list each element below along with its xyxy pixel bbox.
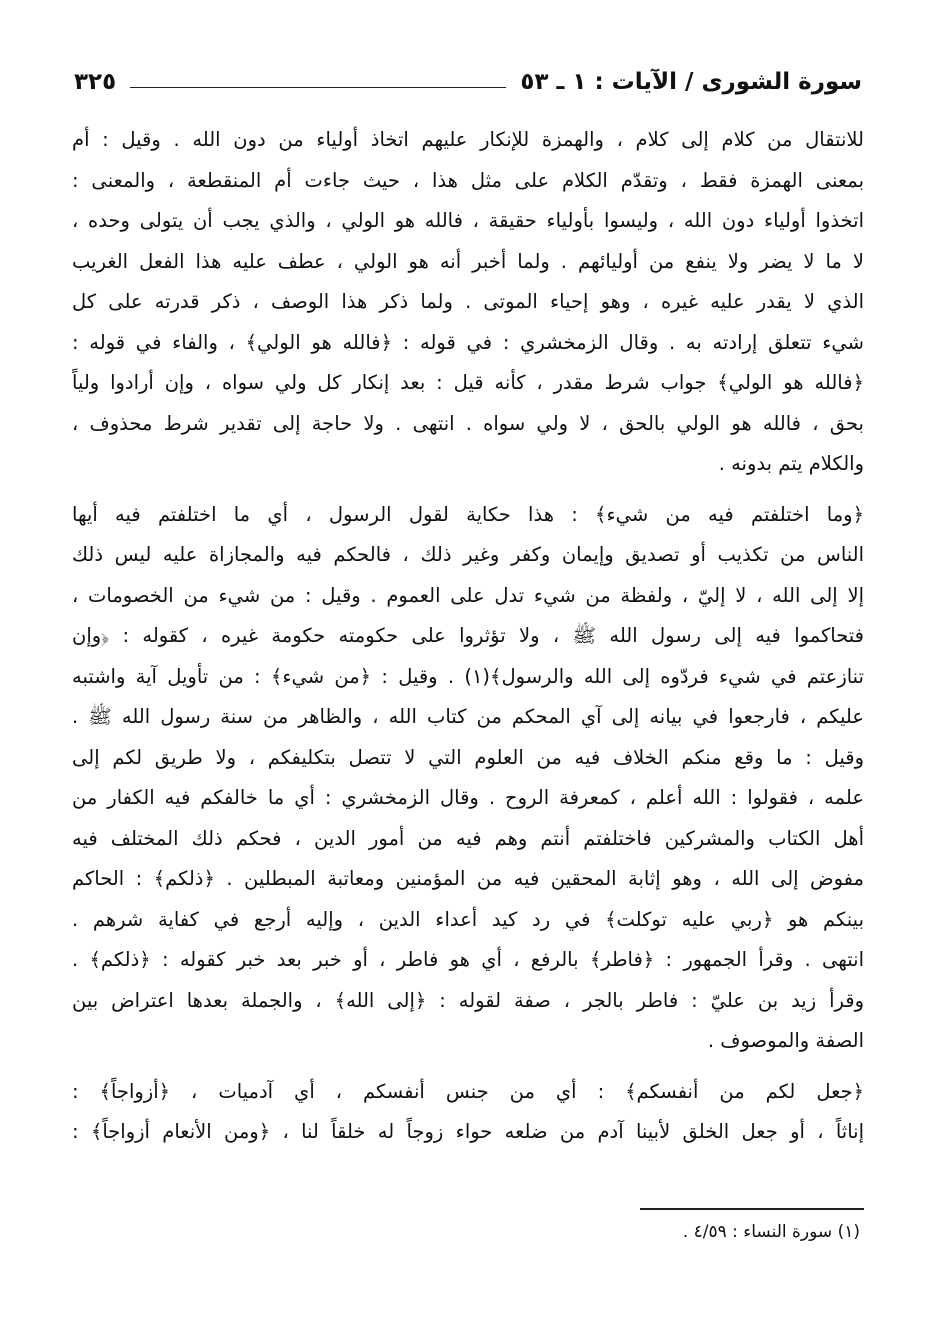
text-line: مفوض إلى الله ، وهو إثابة المحقين فيه من المؤمنين ومعاتبة المبطلين . ﴿ذلكم﴾ : الحاكم	[72, 867, 864, 890]
footnote: (١) سورة النساء : ٤/٥٩ .	[682, 1222, 860, 1242]
text-line: علمه ، فقولوا : الله أعلم ، كمعرفة الروح . وقال الزمخشري : أي ما خالفكم فيه الكفار من	[72, 786, 864, 809]
text-line: بحق ، فالله هو الولي بالحق ، لا ولي سواه . انتهى . ولا حاجة إلى تقدير شرط محذوف ،	[72, 411, 864, 435]
text-line: ﴿فالله هو الولي﴾ جواب شرط مقدر ، كأنه قيل : بعد إنكار كل ولي سواه ، وإن أرادوا ولياً	[72, 371, 864, 394]
paragraph-1	[72, 120, 864, 485]
header-rule	[130, 87, 506, 88]
text-line: انتهى . وقرأ الجمهور : ﴿فاطر﴾ بالرفع ، أي هو فاطر ، أو خبر بعد خبر كقوله : ﴿ذلكم﴾ .	[72, 948, 864, 971]
text-line: وقيل : ما وقع منكم الخلاف فيه من العلوم التي لا تتصل بتكليفكم ، ولا طريق لكم إلى	[72, 745, 864, 769]
text-line: شيء تتعلق إرادته به . وقال الزمخشري : في قوله : ﴿فالله هو الولي﴾ ، والفاء في قوله :	[72, 330, 864, 354]
text-line: إلا إلى الله ، لا إليّ ، ولفظة من شيء تدل على العموم . وقيل : من شيء من الخصومات ،	[72, 583, 864, 607]
page-number: ٣٢٥	[74, 69, 117, 95]
text-line: بمعنى الهمزة فقط ، وتقدّم الكلام على مثل هذا ، حيث جاءت أم المنقطعة ، والمعنى :	[72, 168, 864, 192]
text-line: عليكم ، فارجعوا في بيانه إلى آي المحكم من كتاب الله ، والظاهر من سنة رسول الله ﷺ .	[72, 705, 864, 728]
footnote-rule	[640, 1208, 864, 1210]
text-line: للانتقال من كلام إلى كلام ، والهمزة للإنكار عليهم اتخاذ أولياء من دون الله . وقيل : أم	[72, 128, 864, 151]
text-line: لا ما لا يضر ولا ينفع من أوليائهم . ولما أخبر أنه هو الولي ، عطف عليه هذا الفعل الغريب	[72, 249, 864, 273]
text-line: ﴿جعل لكم من أنفسكم﴾ : أي من جنس أنفسكم ، أي آدميات ، ﴿أزواجاً﴾ :	[72, 1079, 864, 1103]
text-line: تنازعتم في شيء فردّوه إلى الله والرسول﴾(١) . وقيل : ﴿من شيء﴾ : من تأويل آية واشتبه	[72, 664, 864, 688]
text-line: فتحاكموا فيه إلى رسول الله ﷺ ، ولا تؤثروا على حكومته حكومة غيره ، كقوله : ﴿وإن	[72, 624, 864, 647]
text-line: وقرأ زيد بن عليّ : فاطر بالجر ، صفة لقوله : ﴿إلى الله﴾ ، والجملة بعدها اعتراض بين	[72, 988, 864, 1012]
text-line: ﴿وما اختلفتم فيه من شيء﴾ : هذا حكاية لقول الرسول ، أي ما اختلفتم فيه أيها	[72, 502, 864, 526]
paragraph-2	[72, 495, 864, 1062]
text-line: والكلام يتم بدونه .	[718, 452, 864, 475]
running-header	[74, 64, 862, 100]
paragraph-3	[72, 1072, 864, 1153]
text-line: الناس من تكذيب أو تصديق وإيمان وكفر وغير ذلك ، فالحكم فيه والمجازاة عليه ليس ذلك	[72, 543, 864, 566]
text-line: الصفة والموصوف .	[707, 1029, 864, 1052]
text-line: إناثاً ، أو جعل الخلق لأبينا آدم من ضلعه حواء زوجاً له خلقاً لنا ، ﴿ومن الأنعام أزواجاً﴾ :	[72, 1120, 864, 1143]
body-text	[72, 120, 864, 1153]
text-line: أهل الكتاب والمشركين فاختلفتم أنتم وهم فيه من أمور الدين ، فحكم ذلك المختلف فيه	[72, 826, 864, 850]
text-line: بينكم هو ﴿ربي عليه توكلت﴾ في رد كيد أعداء الدين ، وإليه أرجع في كفاية شرهم .	[72, 907, 864, 931]
text-line: الذي لا يقدر عليه غيره ، وهو إحياء الموتى . ولما ذكر هذا الوصف ، ذكر قدرته على كل	[72, 290, 864, 313]
text-line: اتخذوا أولياء دون الله ، وليسوا بأولياء حقيقة ، فالله هو الولي ، والذي يجب أن يتولى وحده ،	[72, 209, 864, 232]
surah-title: سورة الشورى / الآيات : ١ ـ ٥٣	[520, 69, 862, 95]
